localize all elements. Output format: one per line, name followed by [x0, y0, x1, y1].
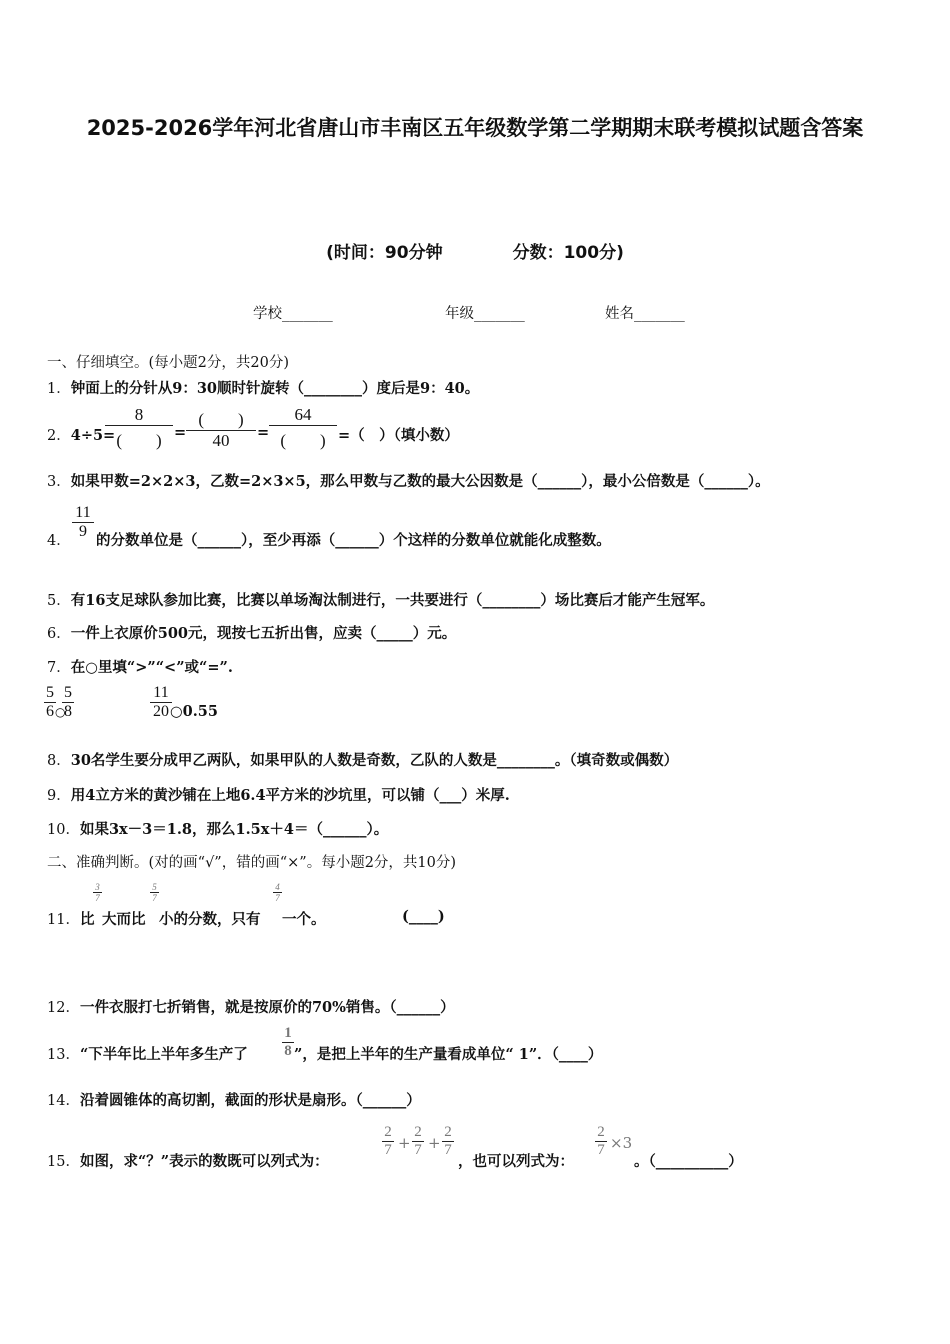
- question-text: 如果3x－3＝1.8，那么1.5x＋4＝（______）。: [79, 821, 389, 838]
- plus-sign: +: [398, 1134, 411, 1152]
- fraction-2-7: 2 7: [382, 1124, 394, 1159]
- plus-sign: +: [428, 1134, 441, 1152]
- equals-sign: =: [174, 424, 187, 441]
- q11-part-2: 大而比: [102, 911, 146, 928]
- question-11: [47, 908, 94, 929]
- question-text: 沿着圆锥体的高切割，截面的形状是扇形。（______）: [79, 1092, 421, 1109]
- fraction-11-9: 11 9: [72, 504, 94, 541]
- times-three: ×3: [610, 1134, 633, 1152]
- q11-part-3: 小的分数，只有: [159, 911, 261, 928]
- name-field[interactable]: 姓名_______: [605, 306, 685, 322]
- section-1-heading: 一、仔细填空。(每小题2分，共20分): [47, 355, 289, 371]
- compare-tail[interactable]: ○0.55: [170, 703, 218, 720]
- fraction-2-7: 2 7: [442, 1124, 454, 1159]
- question-text: 在○里填“>”“<”或“=”.: [70, 659, 233, 676]
- answer-blank[interactable]: (____): [402, 908, 445, 925]
- question-number: 8．: [47, 753, 71, 769]
- question-text: 有16支足球队参加比赛，比赛以单场淘汰制进行，一共要进行（________）场比赛后才能产生冠军。: [70, 592, 715, 609]
- q15-part-2: ，也可以列式为：: [458, 1153, 574, 1170]
- fraction-8: 8 ( ): [105, 405, 173, 451]
- question-number: 3．: [47, 474, 71, 490]
- q11-part-1: 比: [79, 911, 95, 928]
- question-12: [47, 996, 455, 1017]
- q15-part-1: 如图，求“？”表示的数既可以列式为：: [79, 1153, 329, 1170]
- question-number: 12．: [47, 1000, 80, 1016]
- question-number: 7．: [47, 660, 71, 676]
- question-number: 10．: [47, 822, 80, 838]
- question-text: 的分数单位是（______），至少再添（______）个这样的分数单位就能化成整数。: [96, 532, 611, 549]
- question-14: [47, 1089, 421, 1110]
- question-lead: 4÷5=: [70, 427, 116, 444]
- question-number: 5．: [47, 593, 71, 609]
- question-7: [47, 656, 233, 677]
- question-6: [47, 622, 456, 643]
- exam-time: (时间：90分钟: [326, 243, 443, 263]
- section-2-heading: 二、准确判断。(对的画“√”，错的画“×”。每小题2分，共10分): [47, 855, 457, 871]
- exam-meta: [0, 238, 950, 263]
- fraction-11-20: 11 20: [150, 684, 172, 721]
- question-number: 1．: [47, 381, 71, 397]
- question-text: 钟面上的分针从9：30顺时针旋转（________）度后是9：40。: [70, 380, 480, 397]
- compare-circle[interactable]: ○: [55, 705, 66, 719]
- question-number: 4．: [47, 533, 71, 549]
- question-text: 一件上衣原价500元，现按七五折出售，应卖（_____）元。: [70, 625, 457, 642]
- question-13: [47, 1043, 248, 1064]
- question-number: 15．: [47, 1154, 80, 1170]
- school-field[interactable]: 学校_______: [253, 306, 333, 322]
- question-text: 如果甲数=2×2×3，乙数=2×3×5，那么甲数与乙数的最大公因数是（______），最小公倍数是（______）。: [70, 473, 770, 490]
- q11-part-4: 一个。: [282, 911, 326, 928]
- fraction-3-7: 3 7: [93, 882, 102, 903]
- question-number: 14．: [47, 1093, 80, 1109]
- question-number: 9．: [47, 788, 71, 804]
- grade-field[interactable]: 年级_______: [445, 306, 525, 322]
- question-4: [47, 529, 71, 550]
- fraction-64: 64 ( ): [269, 405, 337, 451]
- fraction-5-8: 5 8: [64, 684, 72, 720]
- q15-part-3: 。（__________）: [634, 1153, 743, 1170]
- fraction-2-7: 2 7: [412, 1124, 424, 1159]
- fraction-2-7: 2 7: [595, 1124, 607, 1159]
- question-10: [47, 818, 388, 839]
- question-number: 2．: [47, 428, 71, 444]
- question-number: 13．: [47, 1047, 80, 1063]
- question-tail: =（ ）（填小数）: [338, 427, 459, 444]
- question-15: [47, 1150, 329, 1171]
- question-number: 11．: [47, 912, 80, 928]
- fraction-40: ( ) 40: [186, 405, 256, 451]
- question-text: 一件衣服打七折销售，就是按原价的70%销售。（______）: [79, 999, 455, 1016]
- question-text: 30名学生要分成甲乙两队，如果甲队的人数是奇数，乙队的人数是________。（填奇数或偶数）: [70, 752, 679, 769]
- fraction-5-6: 5 6: [46, 684, 54, 720]
- exam-score: 分数：100分): [512, 243, 624, 263]
- page-title: 2025-2026学年河北省唐山市丰南区五年级数学第二学期期末联考模拟试题含答案: [86, 116, 864, 140]
- q13-part-1: “下半年比上半年多生产了: [79, 1046, 248, 1063]
- fraction-4-7: 4 7: [273, 882, 282, 903]
- fraction-1-8: 1 8: [282, 1025, 294, 1060]
- question-8: [47, 749, 678, 770]
- question-3: [47, 470, 770, 491]
- question-text: 用4立方米的黄沙铺在上地6.4平方米的沙坑里，可以铺（___）米厚.: [70, 787, 510, 804]
- question-1: [47, 377, 479, 398]
- fraction-5-7: 5 7: [150, 882, 159, 903]
- question-9: [47, 784, 510, 805]
- question-number: 6．: [47, 626, 71, 642]
- q13-part-2: ”，是把上半年的生产量看成单位“ 1”．（____）: [294, 1046, 603, 1063]
- equals-sign: =: [257, 424, 270, 441]
- question-5: [47, 589, 714, 610]
